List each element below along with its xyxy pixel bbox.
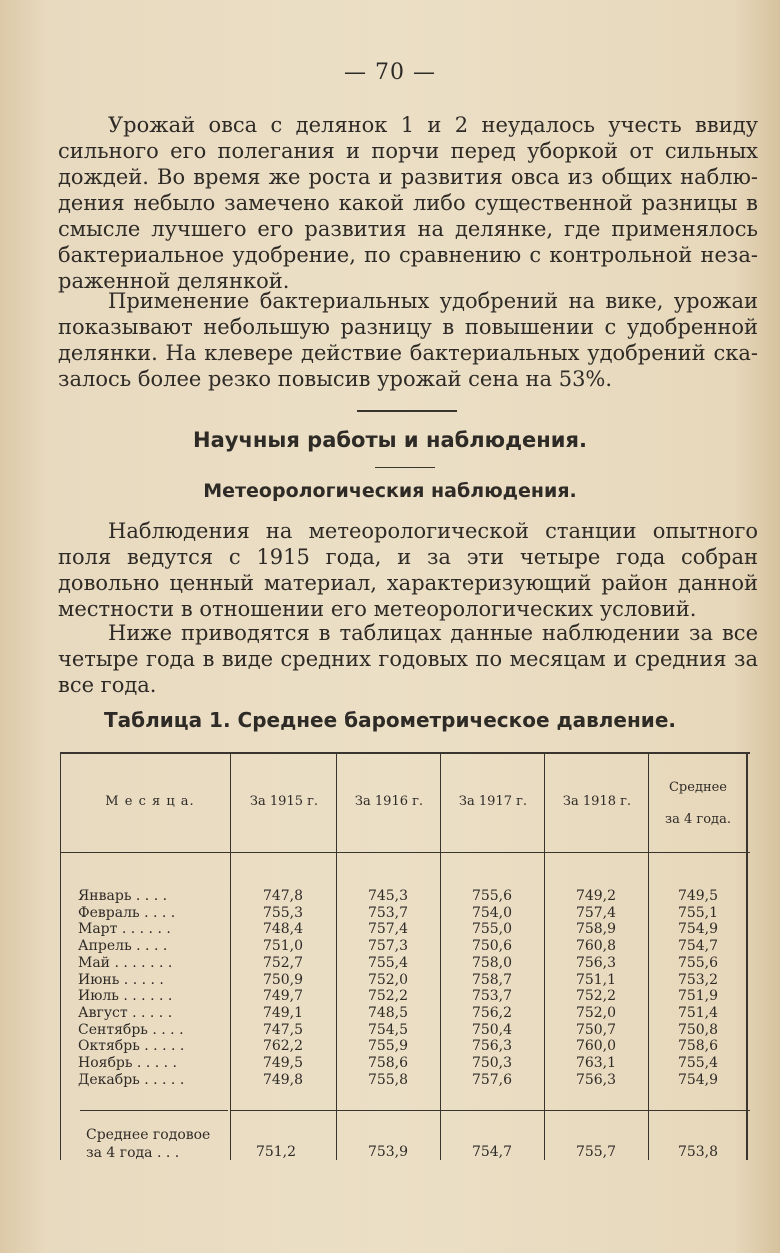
month-column: [78, 888, 238, 1088]
page-number: — 70 —: [344, 60, 436, 85]
month-label: Март . . . . . .: [78, 921, 171, 938]
table-right-rule: [746, 752, 748, 1160]
cell-average: 758,6: [677, 1038, 719, 1055]
table-col-rule-2: [336, 752, 337, 1160]
cell-average: 754,9: [677, 1071, 719, 1088]
cell-1917: 758,7: [471, 971, 513, 988]
paragraph-oats: [58, 112, 758, 294]
cell-1916: 755,4: [367, 954, 409, 971]
table-col-rule-5: [648, 752, 649, 1160]
table-left-rule: [60, 752, 61, 1160]
table-caption: Таблица 1. Среднее барометрическое давление.: [103, 708, 676, 732]
cell-1915: 750,9: [262, 971, 304, 988]
cell-1916: 757,4: [367, 921, 409, 938]
header-average: Среднее: [668, 780, 728, 795]
month-label: Июль . . . . . .: [78, 988, 173, 1005]
cell-average: 755,1: [677, 904, 719, 921]
cell-1915: 752,7: [262, 954, 304, 971]
cell-1916: 753,7: [367, 904, 409, 921]
cell-1915: 749,7: [262, 988, 304, 1005]
month-label: Сентябрь . . . .: [78, 1021, 184, 1038]
section-title: Научныя работы и наблюдения.: [193, 428, 587, 452]
cell-1917: 754,0: [471, 904, 513, 921]
cell-1918: 752,0: [575, 1004, 617, 1021]
cell-1915: 748,4: [262, 921, 304, 938]
subsection-divider: [375, 467, 435, 468]
cell-1916: 752,0: [367, 971, 409, 988]
cell-1915: 749,5: [262, 1055, 304, 1072]
paragraph-vetch-clover-text: Применение бактериальных удобрений на вике, урожаи показывают небольшую разницу в повышении с удобренной делянки. На клевере действие бактериальных удобрений сказалось более резко повысив урожай сена на 53%.: [58, 289, 758, 391]
month-label: Ноябрь . . . . .: [78, 1055, 177, 1072]
table-header-rule: [60, 852, 750, 853]
header-1918: За 1918 г.: [562, 794, 632, 809]
table-col-rule-4: [544, 752, 545, 1160]
avg-row-label: [86, 1126, 236, 1162]
cell-1918: 750,7: [575, 1021, 617, 1038]
column-1916: [348, 888, 428, 1088]
cell-1917: 753,7: [471, 988, 513, 1005]
month-label: Январь . . . .: [78, 888, 168, 904]
cell-1918: 756,3: [575, 954, 617, 971]
cell-1918: 758,9: [575, 921, 617, 938]
cell-average: 751,4: [677, 1004, 719, 1021]
section-divider: [357, 410, 457, 412]
column-1917: [452, 888, 532, 1088]
cell-1917: 755,0: [471, 921, 513, 938]
cell-1916: 755,8: [367, 1071, 409, 1088]
cell-1915: 762,2: [262, 1038, 304, 1055]
cell-average: 750,8: [677, 1021, 719, 1038]
cell-1917: 755,6: [471, 888, 513, 904]
cell-1916: 758,6: [367, 1055, 409, 1072]
cell-1918: 752,2: [575, 988, 617, 1005]
cell-1915: 755,3: [262, 904, 304, 921]
table-avg-rule: [230, 1110, 750, 1111]
cell-average: 751,9: [677, 988, 719, 1005]
cell-1915: 751,0: [262, 938, 304, 955]
paragraph-tables-intro-text: Ниже приводятся в таблицах данные наблюдении за все четыре года в виде средних годовых по месяцам и средния за все года.: [58, 621, 758, 697]
cell-1918: 763,1: [575, 1055, 617, 1072]
header-months: М е с я ц а.: [105, 794, 195, 809]
cell-average: 755,6: [677, 954, 719, 971]
cell-average: 754,7: [677, 938, 719, 955]
barometric-table: [60, 752, 750, 1160]
cell-1916: 754,5: [367, 1021, 409, 1038]
month-label: Апрель . . . .: [78, 938, 168, 955]
cell-1918: 751,1: [575, 971, 617, 988]
cell-1915: 749,8: [262, 1071, 304, 1088]
cell-1915: 749,1: [262, 1004, 304, 1021]
cell-1918: 756,3: [575, 1071, 617, 1088]
cell-average: 754,9: [677, 921, 719, 938]
cell-1917: 757,6: [471, 1071, 513, 1088]
header-1915: За 1915 г.: [249, 794, 319, 809]
subsection-title: Метеорологическия наблюдения.: [203, 480, 577, 502]
month-label: Февраль . . . .: [78, 904, 176, 921]
cell-1916: 745,3: [367, 888, 409, 904]
cell-1917: 750,6: [471, 938, 513, 955]
month-label: Декабрь . . . . .: [78, 1071, 185, 1088]
table-avg-rule-left: [80, 1110, 228, 1111]
avg-1918: 755,7: [575, 1144, 617, 1160]
avg-1916: 753,9: [367, 1144, 409, 1160]
cell-average: 753,2: [677, 971, 719, 988]
avg-1917: 754,7: [471, 1144, 513, 1160]
header-1916: За 1916 г.: [354, 794, 424, 809]
month-label: Май . . . . . . .: [78, 954, 173, 971]
cell-average: 749,5: [677, 888, 719, 904]
cell-average: 755,4: [677, 1055, 719, 1072]
column-average: [658, 888, 738, 1088]
cell-1917: 758,0: [471, 954, 513, 971]
paragraph-oats-text: Урожай овса с делянок 1 и 2 неудалось учесть ввиду сильного его полегания и порчи перед уборкой от сильных дождей. Во время же роста и развития овса из общих наблюдения небыло замечено какой либо существенной разницы в смысле лучшего его развития на делянке, где применялось бактериальное удобрение, по сравнению с контрольной незараженной делянкой.: [58, 113, 758, 293]
cell-1916: 757,3: [367, 938, 409, 955]
avg-row-label-line2: за 4 года . . .: [86, 1145, 180, 1161]
cell-1917: 756,3: [471, 1038, 513, 1055]
avg-1915: 751,2: [255, 1144, 297, 1160]
paragraph-vetch-clover: [58, 288, 758, 392]
cell-1917: 756,2: [471, 1004, 513, 1021]
cell-1916: 755,9: [367, 1038, 409, 1055]
month-label: Август . . . . .: [78, 1004, 173, 1021]
cell-1917: 750,4: [471, 1021, 513, 1038]
paragraph-station: [58, 518, 758, 622]
cell-1916: 748,5: [367, 1004, 409, 1021]
month-label: Июнь . . . . .: [78, 971, 164, 988]
cell-1918: 749,2: [575, 888, 617, 904]
cell-1915: 747,5: [262, 1021, 304, 1038]
cell-1916: 752,2: [367, 988, 409, 1005]
month-label: Октябрь . . . . .: [78, 1038, 185, 1055]
header-1917: За 1917 г.: [458, 794, 528, 809]
table-col-rule-3: [440, 752, 441, 1160]
cell-1918: 757,4: [575, 904, 617, 921]
column-1918: [556, 888, 636, 1088]
avg-row-label-line1: Среднее годовое: [86, 1127, 211, 1143]
paragraph-tables-intro: [58, 620, 758, 698]
cell-1918: 760,0: [575, 1038, 617, 1055]
table-top-rule: [60, 752, 750, 754]
cell-1915: 747,8: [262, 888, 304, 904]
cell-1917: 750,3: [471, 1055, 513, 1072]
header-average-years: за 4 года.: [665, 812, 731, 827]
avg-average: 753,8: [677, 1144, 719, 1160]
cell-1918: 760,8: [575, 938, 617, 955]
paragraph-station-text: Наблюдения на метеорологической станции опытного поля ведутся с 1915 года, и за эти четыре года собран довольно ценный материал, характеризующий район данной местности в отношении его метеорологических условий.: [58, 519, 758, 621]
column-1915: [243, 888, 323, 1088]
